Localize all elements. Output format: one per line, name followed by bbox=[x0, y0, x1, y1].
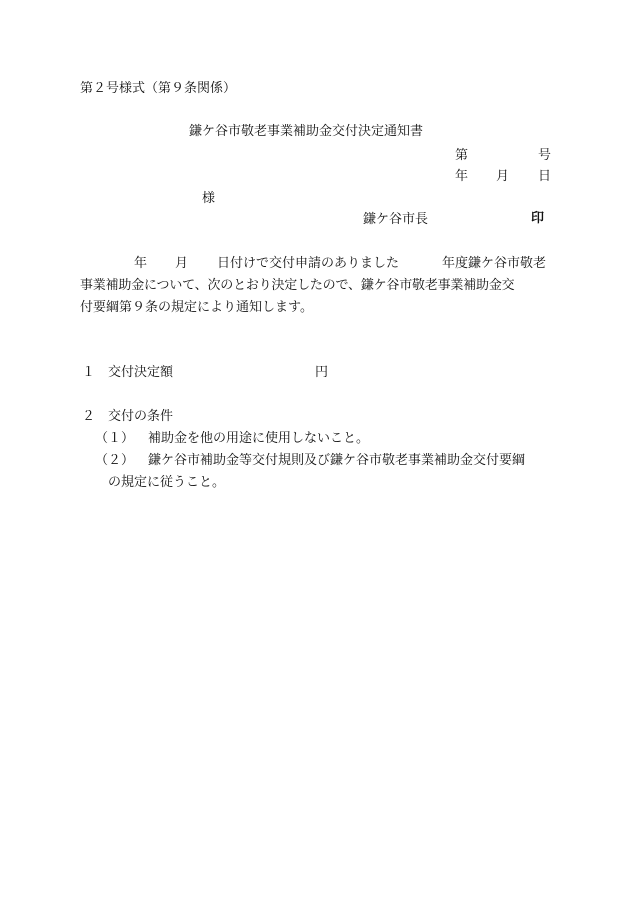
condition-text: 補助金を他の用途に使用しないこと。 bbox=[148, 431, 370, 446]
document-title: 鎌ケ谷市敬老事業補助金交付決定通知書 bbox=[189, 124, 424, 139]
condition-text: 鎌ケ谷市補助金等交付規則及び鎌ケ谷市敬老事業補助金交付要綱 bbox=[148, 453, 526, 468]
item1-number: １ bbox=[82, 365, 96, 380]
form-label: 第２号様式（第９条関係） bbox=[80, 81, 237, 96]
body-month: 月 bbox=[175, 256, 189, 271]
condition-number: （１） bbox=[95, 431, 135, 446]
number-prefix: 第 bbox=[455, 148, 469, 163]
item2-number: ２ bbox=[82, 409, 96, 424]
condition-number: （２） bbox=[95, 453, 135, 468]
date-day: 日 bbox=[538, 169, 552, 184]
body-text-line1: 日付けで交付申請のありました bbox=[217, 256, 400, 271]
sender-name: 鎌ケ谷市長 bbox=[363, 212, 429, 227]
body-fiscal-year-text: 年度鎌ケ谷市敬老 bbox=[442, 256, 547, 271]
body-text-line2: 事業補助金について、次のとおり決定したので、鎌ケ谷市敬老事業補助金交 bbox=[80, 278, 515, 293]
item1-unit: 円 bbox=[315, 365, 329, 380]
body-year: 年 bbox=[134, 256, 148, 271]
date-year: 年 bbox=[455, 169, 469, 184]
condition-text-continuation: の規定に従うこと。 bbox=[108, 475, 226, 490]
addressee-honorific: 様 bbox=[202, 191, 216, 206]
item1-label: 交付決定額 bbox=[108, 365, 174, 380]
date-month: 月 bbox=[496, 169, 510, 184]
item2-label: 交付の条件 bbox=[108, 409, 174, 424]
body-text-line3: 付要綱第９条の規定により通知します。 bbox=[80, 300, 313, 315]
seal-mark: 印 bbox=[531, 211, 545, 226]
number-suffix: 号 bbox=[538, 148, 552, 163]
